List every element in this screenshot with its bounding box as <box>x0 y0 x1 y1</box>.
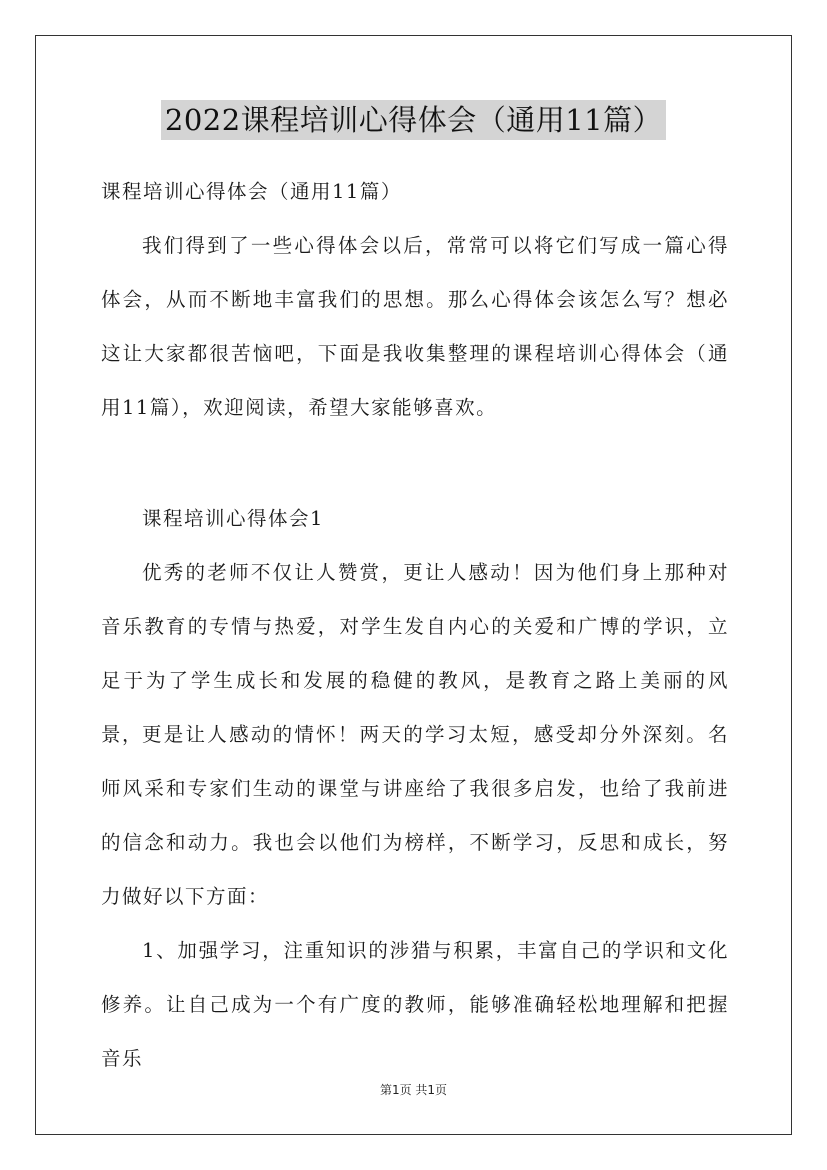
body-paragraph-1: 优秀的老师不仅让人赞赏，更让人感动！因为他们身上那种对音乐教育的专情与热爱，对学生发自内心的关爱和广博的学识，立足于为了学生成长和发展的稳健的教风，是教育之路上美丽的风景， <box>101 561 729 746</box>
body-paragraph-2: 更是让人感动的情怀！两天的学习太短，感受却分外深刻。名师风采和专家们生动的课堂与讲座给了我很多启发，也给了我前进的信念和动力。我也会以他们为榜样，不断学习，反思和成长，努力做好以下方面： <box>101 723 729 908</box>
page-footer: 第1页 共1页 <box>379 1083 448 1097</box>
section-heading: 课程培训心得体会1 <box>142 507 324 530</box>
document-subtitle: 课程培训心得体会（通用11篇） <box>101 180 402 203</box>
document-title: 2022课程培训心得体会（通用11篇） <box>161 100 666 140</box>
body-paragraph-3: 1、加强学习，注重知识的涉猎与积累，丰富自己的学识和文化修养。让自己成为一个有广度的教师，能够准确轻松地理解和把握音乐 <box>101 939 729 1070</box>
intro-paragraph: 我们得到了一些心得体会以后，常常可以将它们写成一篇心得体会，从而不断地丰富我们的思想。那么心得体会该怎么写？想必这让大家都很苦恼吧，下面是我收集整理的课程培训心得体会（通用11篇），欢迎阅读，希望大家能够喜欢。 <box>101 234 729 419</box>
title-container <box>0 100 827 140</box>
